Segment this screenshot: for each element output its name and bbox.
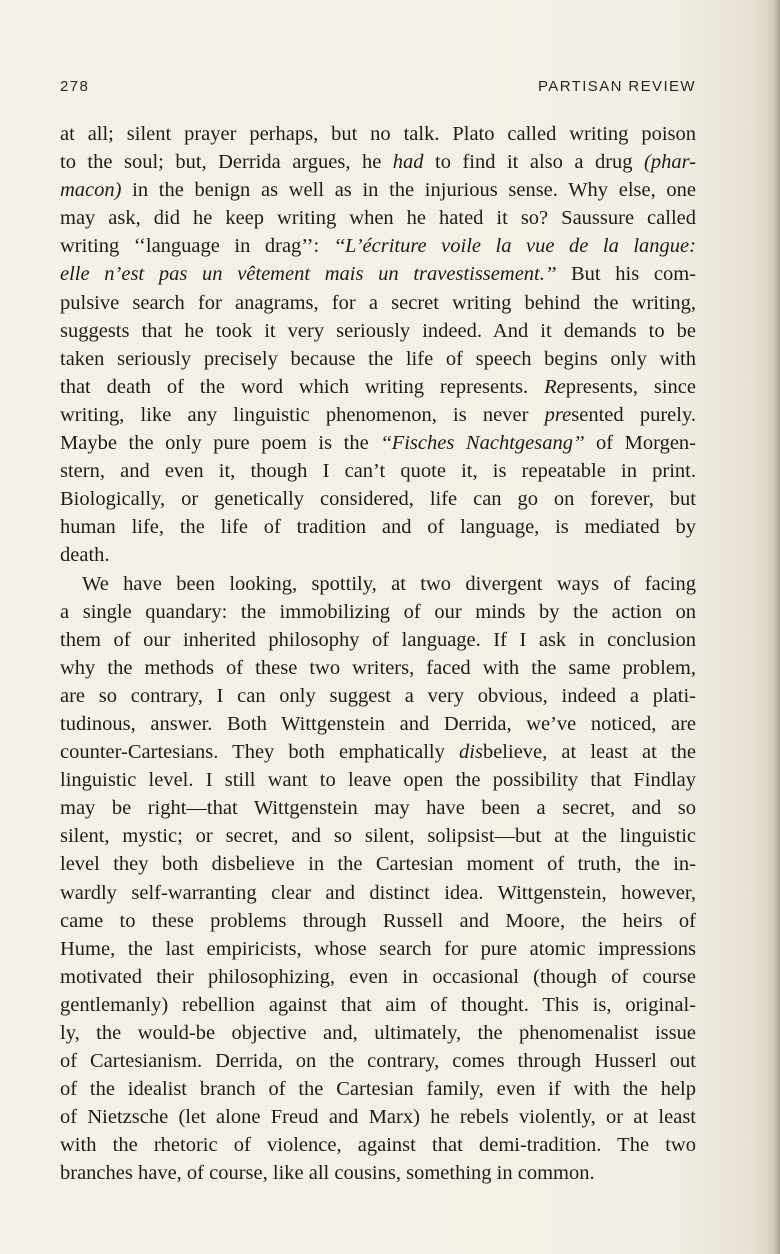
text-span: We have been looking, spottily, at two divergent ways of facing [82,572,696,595]
text-span: a single quandary: the immobilizing of our minds by the action on [60,600,696,623]
text-span: to find it also a drug [423,151,645,174]
italic-span: ‘‘Fisches Nachtgesang’’ [380,432,585,455]
text-span: Maybe the only pure poem is the [60,432,381,455]
text-line [60,457,696,485]
text-span: with the rhetoric of violence, against that demi-tradition. The two [60,1134,696,1157]
text-span: of Cartesianism. Derrida, on the contrary, comes through Husserl out [60,1050,696,1073]
text-span: at all; silent prayer perhaps, but no talk. Plato called writing poison [60,123,696,145]
text-span: of the idealist branch of the Cartesian family, even if with the help [60,1078,696,1101]
text-line [60,766,696,794]
text-line [60,401,696,429]
text-line [60,148,696,176]
italic-span: dis [459,741,483,764]
text-line [60,513,696,541]
text-span: may ask, did he keep writing when he hated it so? Saussure called [60,207,696,230]
text-line [60,738,696,766]
text-span: are so contrary, I can only suggest a very obvious, indeed a plati- [60,684,696,707]
text-span: sented purely. [571,403,696,426]
text-line [60,260,696,288]
text-line [60,850,696,878]
text-line [60,654,696,682]
italic-span: pre [544,403,572,426]
text-line [60,570,696,598]
text-line [60,120,696,148]
text-span: Biologically, or genetically considered, life can go on forever, but [60,488,696,511]
text-span: ly, the would-be objective and, ultimately, the phenomenalist issue [60,1022,696,1044]
text-span: stern, and even it, though I can’t quote it, is repeatable in print. [60,460,696,483]
italic-span: (phar- [644,151,696,174]
text-line [60,907,696,935]
text-line [60,317,696,345]
text-span: presents, since [565,375,696,398]
text-span: that death of the word which writing represents. [60,375,545,398]
italic-span: ‘‘L’écriture voile la vue de la langue: [333,235,696,258]
italic-span: had [392,151,424,174]
text-line [60,963,696,991]
text-span: why the methods of these two writers, faced with the same problem, [60,656,696,679]
text-line [60,598,696,626]
text-span: wardly self-warranting clear and distinct idea. Wittgenstein, however, [60,881,696,904]
body-text [60,120,696,1188]
text-span: suggests that he took it very seriously indeed. And it demands to be [60,319,696,342]
page-edge-shadow [766,0,780,1254]
text-span: taken seriously precisely because the life of speech begins only with [60,347,696,370]
text-span: Hume, the last empiricists, whose search for pure atomic impressions [60,937,696,960]
text-span: may be right—that Wittgenstein may have been a secret, and so [60,797,696,820]
text-line [60,373,696,401]
text-span: motivated their philosophizing, even in occasional (though of course [60,965,696,988]
text-span: counter-Cartesians. They both emphatically [60,741,460,764]
text-span: death. [60,544,110,567]
text-span: silent, mystic; or secret, and so silent, solipsist—but at the linguistic [60,825,696,848]
page-number: 278 [60,78,90,95]
text-span: But his com- [556,263,696,286]
text-span: came to these problems through Russell and Moore, the heirs of [60,909,696,932]
text-line [60,710,696,738]
text-line [60,345,696,373]
text-span: branches have, of course, like all cousins, something in common. [60,1162,595,1185]
text-span: in the benign as well as in the injurious sense. Why else, one [121,179,696,202]
italic-span: Re [544,375,566,398]
text-span: of Morgen- [584,432,696,455]
text-line [60,289,696,317]
text-line [60,626,696,654]
text-span: linguistic level. I still want to leave open the possibility that Findlay [60,769,696,792]
text-line [60,1131,696,1159]
text-line [60,991,696,1019]
text-line [60,176,696,204]
text-line [60,935,696,963]
text-line [60,1019,696,1047]
text-span: writing, like any linguistic phenomenon, is never [60,403,545,426]
text-line [60,1103,696,1131]
text-line [60,204,696,232]
running-head: PARTISAN REVIEW [538,78,696,95]
text-line [60,541,696,569]
text-span: believe, at least at the [482,741,696,764]
text-span: tudinous, answer. Both Wittgenstein and Derrida, we’ve noticed, are [60,712,696,735]
text-span: writing ‘‘language in drag’’: [60,235,334,258]
text-line [60,1075,696,1103]
text-line [60,879,696,907]
text-span: pulsive search for anagrams, for a secret writing behind the writing, [60,291,696,314]
text-line [60,429,696,457]
text-span: human life, the life of tradition and of language, is mediated by [60,516,696,539]
text-span: of Nietzsche (let alone Freud and Marx) he rebels violently, or at least [60,1106,696,1129]
text-line [60,682,696,710]
text-line [60,1047,696,1075]
text-span: gentlemanly) rebellion against that aim of thought. This is, original- [60,993,696,1016]
text-span: them of our inherited philosophy of language. If I ask in conclusion [60,628,696,651]
text-line [60,794,696,822]
text-line [60,1159,696,1187]
text-span: level they both disbelieve in the Cartesian moment of truth, the in- [60,853,696,876]
italic-span: macon) [60,179,122,202]
text-line [60,822,696,850]
italic-span: elle n’est pas un vêtement mais un travestissement.’’ [60,263,557,286]
text-line [60,485,696,513]
text-line [60,232,696,260]
text-span: to the soul; but, Derrida argues, he [60,151,393,174]
